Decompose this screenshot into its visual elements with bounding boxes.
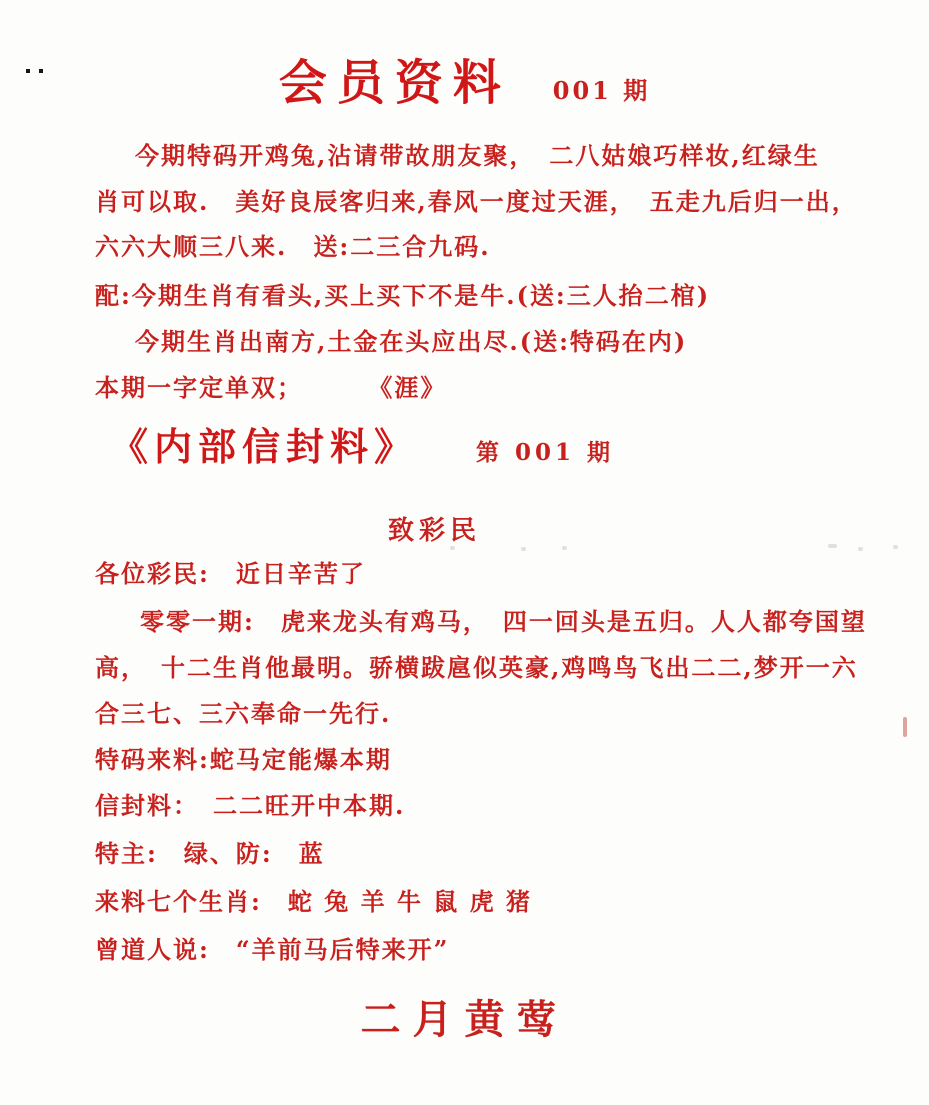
member-verse-line: 六六大顺三八来. 送:二三合九码. xyxy=(95,232,491,261)
member-verse-line: 今期特码开鸡兔,沾请带故朋友聚， 二八姑娘巧样妆,红绿生 xyxy=(135,141,820,170)
envelope-line: 零零一期: 虎来龙头有鸡马， 四一回头是五归。人人都夸国望 xyxy=(140,607,867,636)
envelope-issue-number: 第 001 期 xyxy=(476,439,615,466)
envelope-line: 特主: 绿、防: 蓝 xyxy=(95,839,325,868)
member-verse-line: 肖可以取. 美好良辰客归来,春风一度过天涯， 五走九后归一出， xyxy=(95,187,858,216)
envelope-section-header xyxy=(110,416,614,471)
page-title: 会员资料 xyxy=(278,55,511,111)
member-tip-line: 配:今期生肖有看头,买上买下不是牛.(送:三人抬二棺) xyxy=(95,281,711,310)
issue-number: 001 期 xyxy=(552,76,651,105)
header xyxy=(0,44,929,113)
envelope-line: 信封料： 二二旺开中本期. xyxy=(95,791,406,820)
footer-signature: 二月黄莺 xyxy=(360,996,569,1043)
oddeven-line xyxy=(95,368,446,403)
envelope-line: 各位彩民: 近日辛苦了 xyxy=(95,559,366,588)
envelope-line: 特码来料:蛇马定能爆本期 xyxy=(95,745,392,774)
scan-edge-mark xyxy=(903,717,907,737)
envelope-line: 高， 十二生肖他最明。骄横跋扈似英豪,鸡鸣鸟飞出二二,梦开一六 xyxy=(95,653,858,682)
member-tip-line: 今期生肖出南方,土金在头应出尽.(送:特码在内) xyxy=(135,327,688,356)
envelope-section-title: 《内部信封料》 xyxy=(110,424,419,469)
oddeven-label: 本期一字定单双； xyxy=(95,373,303,402)
scan-smudge xyxy=(858,547,863,551)
envelope-line: 合三七、三六奉命一先行. xyxy=(95,699,392,728)
oddeven-value: 《涯》 xyxy=(368,373,447,402)
salutation: 致彩民 xyxy=(387,516,481,546)
envelope-line: 曾道人说: “羊前马后特来开” xyxy=(95,935,450,964)
scan-smudge xyxy=(521,547,526,551)
envelope-line: 来料七个生肖: 蛇 兔 羊 牛 鼠 虎 猪 xyxy=(95,887,532,916)
